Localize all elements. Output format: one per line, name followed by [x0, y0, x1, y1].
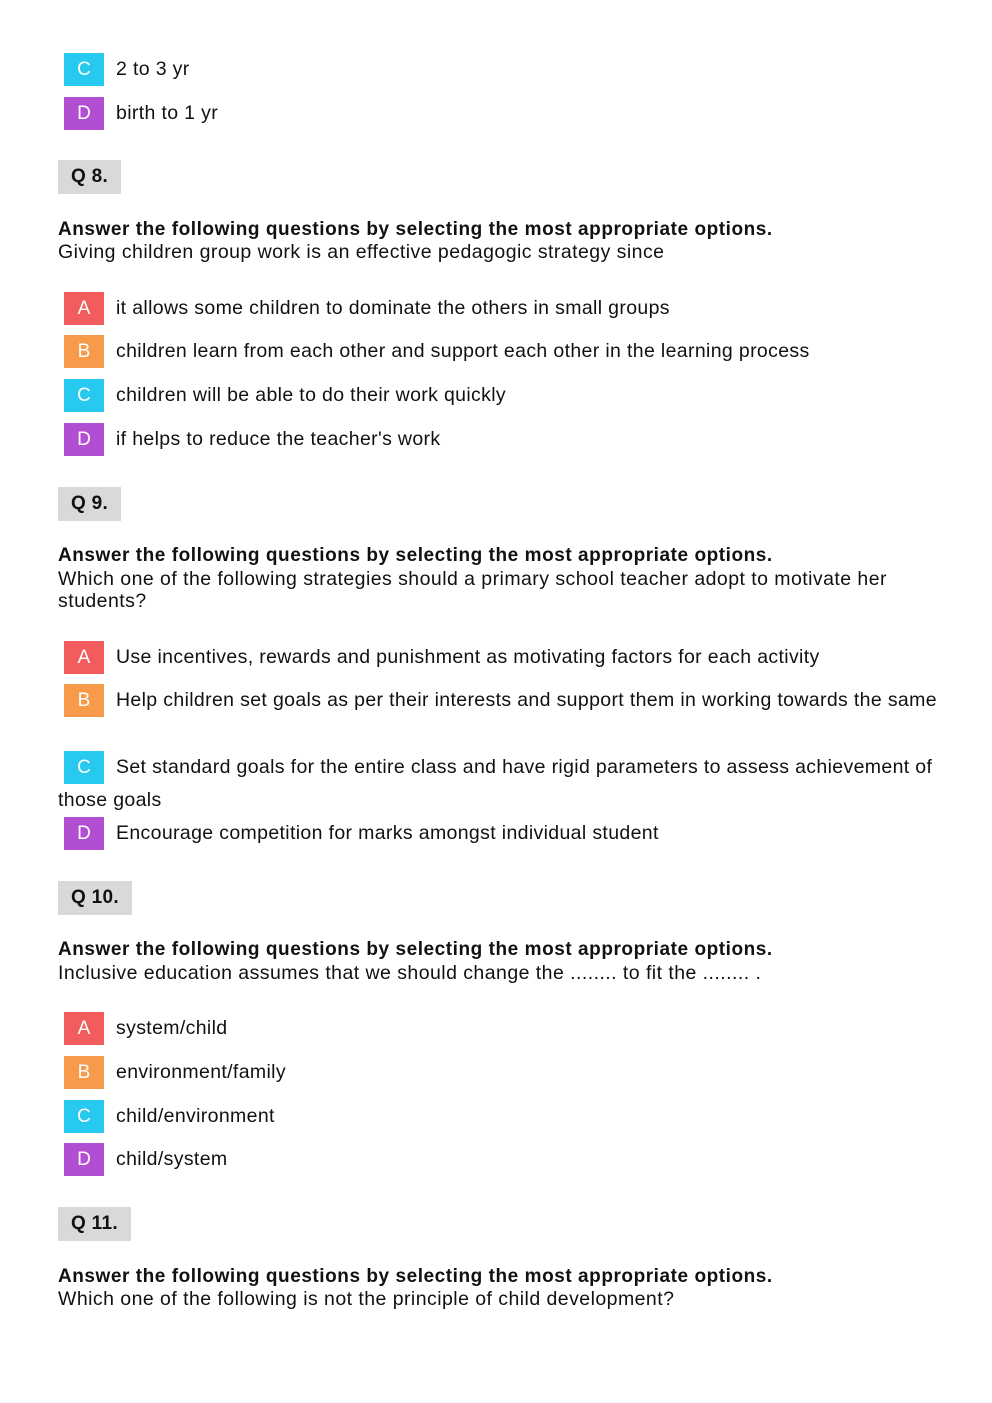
q10-option-b[interactable] — [58, 1056, 938, 1089]
option-badge-c: C — [64, 1100, 104, 1133]
option-badge-d: D — [64, 817, 104, 850]
option-badge-a: A — [64, 641, 104, 674]
question-label-q10: Q 10. — [58, 881, 132, 915]
option-badge-a: A — [64, 292, 104, 325]
option-text: Encourage competition for marks amongst individual student — [116, 822, 659, 844]
option-text: children will be able to do their work quickly — [116, 384, 507, 406]
q9-option-b[interactable] — [58, 684, 938, 717]
option-badge-b: B — [64, 335, 104, 368]
q7-option-d[interactable] — [58, 97, 938, 130]
q9-option-d[interactable] — [58, 817, 938, 850]
option-text: child/system — [116, 1148, 228, 1170]
q8-question-text: Giving children group work is an effective pedagogic strategy since — [58, 241, 665, 263]
q10-option-d[interactable] — [58, 1143, 938, 1176]
option-badge-d: D — [64, 423, 104, 456]
q8-option-b[interactable] — [58, 335, 938, 368]
option-badge-b: B — [64, 1056, 104, 1089]
option-text: children learn from each other and support each other in the learning process — [116, 340, 810, 362]
option-text: environment/family — [116, 1061, 286, 1083]
q7-option-c[interactable] — [58, 53, 938, 86]
q9-option-a[interactable] — [58, 641, 938, 674]
question-label-q11: Q 11. — [58, 1207, 131, 1241]
option-badge-c: C — [64, 53, 104, 86]
q10-instruction: Answer the following questions by selecting the most appropriate options. — [58, 939, 773, 960]
option-text: 2 to 3 yr — [116, 58, 190, 80]
q10-option-c[interactable] — [58, 1100, 938, 1133]
option-text: if helps to reduce the teacher's work — [116, 428, 441, 450]
option-text: birth to 1 yr — [116, 102, 219, 124]
q11-question-text: Which one of the following is not the principle of child development? — [58, 1288, 675, 1310]
q8-option-a[interactable] — [58, 292, 938, 325]
option-badge-b: B — [64, 684, 104, 717]
question-label-q8: Q 8. — [58, 160, 121, 194]
q9-instruction: Answer the following questions by selecting the most appropriate options. — [58, 545, 773, 566]
option-badge-c: C — [64, 751, 104, 784]
q10-option-a[interactable] — [58, 1012, 938, 1045]
option-text: child/environment — [116, 1105, 275, 1127]
option-text: system/child — [116, 1017, 228, 1039]
option-badge-d: D — [64, 97, 104, 130]
option-text: it allows some children to dominate the others in small groups — [116, 297, 670, 319]
option-badge-d: D — [64, 1143, 104, 1176]
q8-option-d[interactable] — [58, 423, 938, 456]
question-label-q9: Q 9. — [58, 487, 121, 521]
option-text: Use incentives, rewards and punishment as motivating factors for each activity — [116, 646, 820, 668]
option-badge-c: C — [64, 379, 104, 412]
option-badge-a: A — [64, 1012, 104, 1045]
q8-instruction: Answer the following questions by selecting the most appropriate options. — [58, 219, 773, 240]
q11-instruction: Answer the following questions by selecting the most appropriate options. — [58, 1266, 773, 1287]
option-text: Set standard goals for the entire class and have rigid parameters to assess achievement of those goals — [58, 756, 933, 811]
q10-question-text: Inclusive education assumes that we should change the ........ to fit the ........ . — [58, 962, 762, 984]
q9-question-text: Which one of the following strategies should a primary school teacher adopt to motivate her students? — [58, 568, 887, 612]
q8-option-c[interactable] — [58, 379, 938, 412]
option-text: Help children set goals as per their interests and support them in working towards the same — [116, 689, 937, 711]
q9-option-c[interactable] — [58, 751, 938, 817]
